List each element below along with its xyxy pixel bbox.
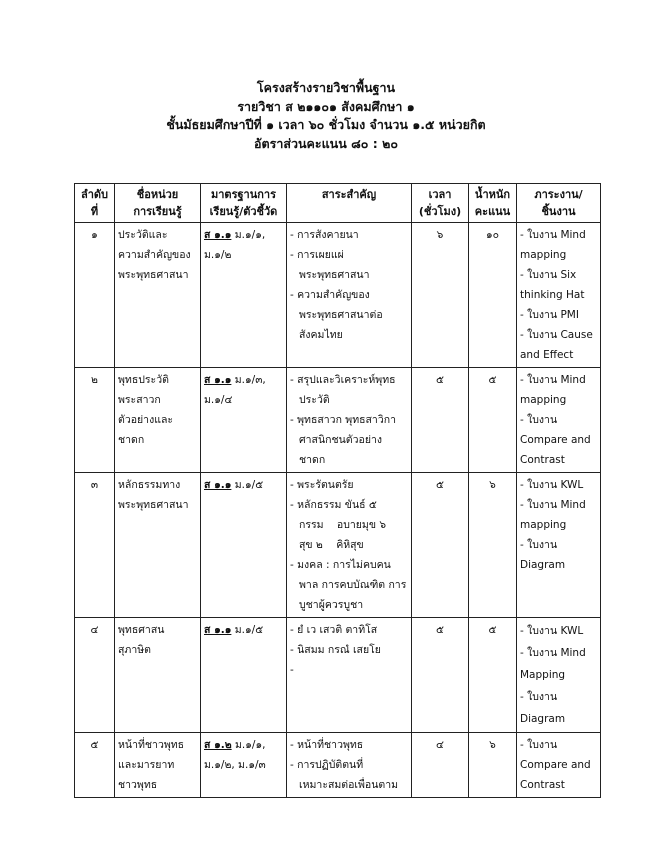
header-title: โครงสร้างรายวิชาพื้นฐาน	[256, 80, 396, 95]
time-hours: ๕	[412, 368, 469, 473]
standard-indicator: ส ๑.๑ ม.๑/๓, ม.๑/๔	[201, 368, 287, 473]
standard-indicator: ส ๑.๑ ม.๑/๕	[201, 473, 287, 618]
content-item: - พระรัตนตรัย	[290, 479, 354, 491]
standard-indicator: ส ๑.๑ ม.๑/๑, ม.๑/๒	[201, 223, 287, 368]
header-order: ลำดับ ที่	[75, 184, 115, 223]
table-header-row	[75, 184, 601, 223]
course-structure-table	[74, 183, 601, 798]
header-time: เวลา (ชั่วโมง)	[412, 184, 469, 223]
score-weight: ๕	[469, 618, 517, 733]
unit-name: หน้าที่ชาวพุทธ และมารยาท ชาวพุทธ	[115, 733, 201, 798]
table-row	[75, 473, 601, 618]
tasks: - ใบงาน KWL - ใบงาน Mind Mapping - ใบงาน Diagram	[517, 618, 601, 733]
tasks: - ใบงาน Mind mapping - ใบงาน Six thinking Hat - ใบงาน PMI - ใบงาน Cause and Effect	[517, 223, 601, 368]
time-hours: ๕	[412, 618, 469, 733]
content-item: - นิสมม กรณํ เสยโย	[290, 644, 381, 656]
header-content: สาระสำคัญ	[287, 184, 412, 223]
content-item: - หน้าที่ชาวพุทธ	[290, 739, 364, 751]
score-weight: ๖	[469, 733, 517, 798]
header-subject: รายวิชา ส ๒๑๑๐๑ สังคมศึกษา ๑	[237, 98, 415, 114]
unit-name: พุทธประวัติ พระสาวก ตัวอย่างและ ชาดก	[115, 368, 201, 473]
tasks: - ใบงาน Mind mapping - ใบงาน Compare and Contrast	[517, 368, 601, 473]
table-row	[75, 223, 601, 368]
document-header	[0, 79, 652, 153]
header-tasks: ภาระงาน/ ชิ้นงาน	[517, 184, 601, 223]
table-row	[75, 618, 601, 733]
row-number: ๕	[75, 733, 115, 798]
standard-code: ส ๑.๑	[204, 229, 232, 241]
header-standard: มาตรฐานการ เรียนรู้/ตัวชี้วัด	[201, 184, 287, 223]
content-item: - การสังคายนา	[290, 229, 359, 241]
header-grade-time: ชั้นมัธยมศึกษาปีที่ ๑ เวลา ๖๐ ชั่วโมง จำนวน ๑.๕ หน่วยกิต	[166, 117, 486, 132]
time-hours: ๕	[412, 473, 469, 618]
key-content	[287, 473, 412, 618]
header-unit: ชื่อหน่วย การเรียนรู้	[115, 184, 201, 223]
content-item: - การปฏิบัติตนที่ เหมาะสมต่อเพื่อนตาม	[290, 759, 399, 791]
row-number: ๑	[75, 223, 115, 368]
content-item: - การเผยแผ่ พระพุทธศาสนา	[290, 249, 370, 281]
row-number: ๒	[75, 368, 115, 473]
table-row	[75, 733, 601, 798]
standard-indicator: ส ๑.๒ ม.๑/๑, ม.๑/๒, ม.๑/๓	[201, 733, 287, 798]
tasks: - ใบงาน KWL - ใบงาน Mind mapping - ใบงาน Diagram	[517, 473, 601, 618]
standard-code: ส ๑.๒	[204, 739, 232, 751]
header-score-ratio: อัตราส่วนคะแนน ๘๐ : ๒๐	[254, 135, 398, 151]
key-content	[287, 368, 412, 473]
key-content	[287, 618, 412, 733]
row-number: ๓	[75, 473, 115, 618]
header-weight: น้ำหนัก คะแนน	[469, 184, 517, 223]
score-weight: ๖	[469, 473, 517, 618]
unit-name: พุทธศาสน สุภาษิต	[115, 618, 201, 733]
time-hours: ๖	[412, 223, 469, 368]
unit-name: ประวัติและ ความสำคัญของ พระพุทธศาสนา	[115, 223, 201, 368]
standard-code: ส ๑.๑	[204, 374, 232, 386]
row-number: ๔	[75, 618, 115, 733]
content-item: - ความสำคัญของ พระพุทธศาสนาต่อ สังคมไทย	[290, 289, 383, 341]
score-weight: ๕	[469, 368, 517, 473]
standard-code: ส ๑.๑	[204, 479, 232, 491]
key-content	[287, 223, 412, 368]
time-hours: ๔	[412, 733, 469, 798]
unit-name: หลักธรรมทาง พระพุทธศาสนา	[115, 473, 201, 618]
content-item: - มงคล : การไม่คบคน พาล การคบบัณฑิต การ บูชาผู้ควรบูชา	[290, 559, 407, 611]
content-item: - พุทธสาวก พุทธสาวิกา ศาสนิกชนตัวอย่าง ชาดก	[290, 414, 396, 466]
key-content	[287, 733, 412, 798]
score-weight: ๑๐	[469, 223, 517, 368]
standard-code: ส ๑.๑	[204, 624, 232, 636]
table-row	[75, 368, 601, 473]
content-item: - หลักธรรม ขันธ์ ๕ กรรม อบายมุข ๖ สุข ๒ คิหิสุข	[290, 499, 387, 551]
standard-indicator: ส ๑.๑ ม.๑/๕	[201, 618, 287, 733]
content-item: - สรุปและวิเคราะห์พุทธ ประวัติ	[290, 374, 396, 406]
content-item: -	[290, 664, 294, 676]
content-item: - ยํ เว เสวติ ตาทิโส	[290, 624, 378, 636]
tasks: - ใบงาน Compare and Contrast	[517, 733, 601, 798]
